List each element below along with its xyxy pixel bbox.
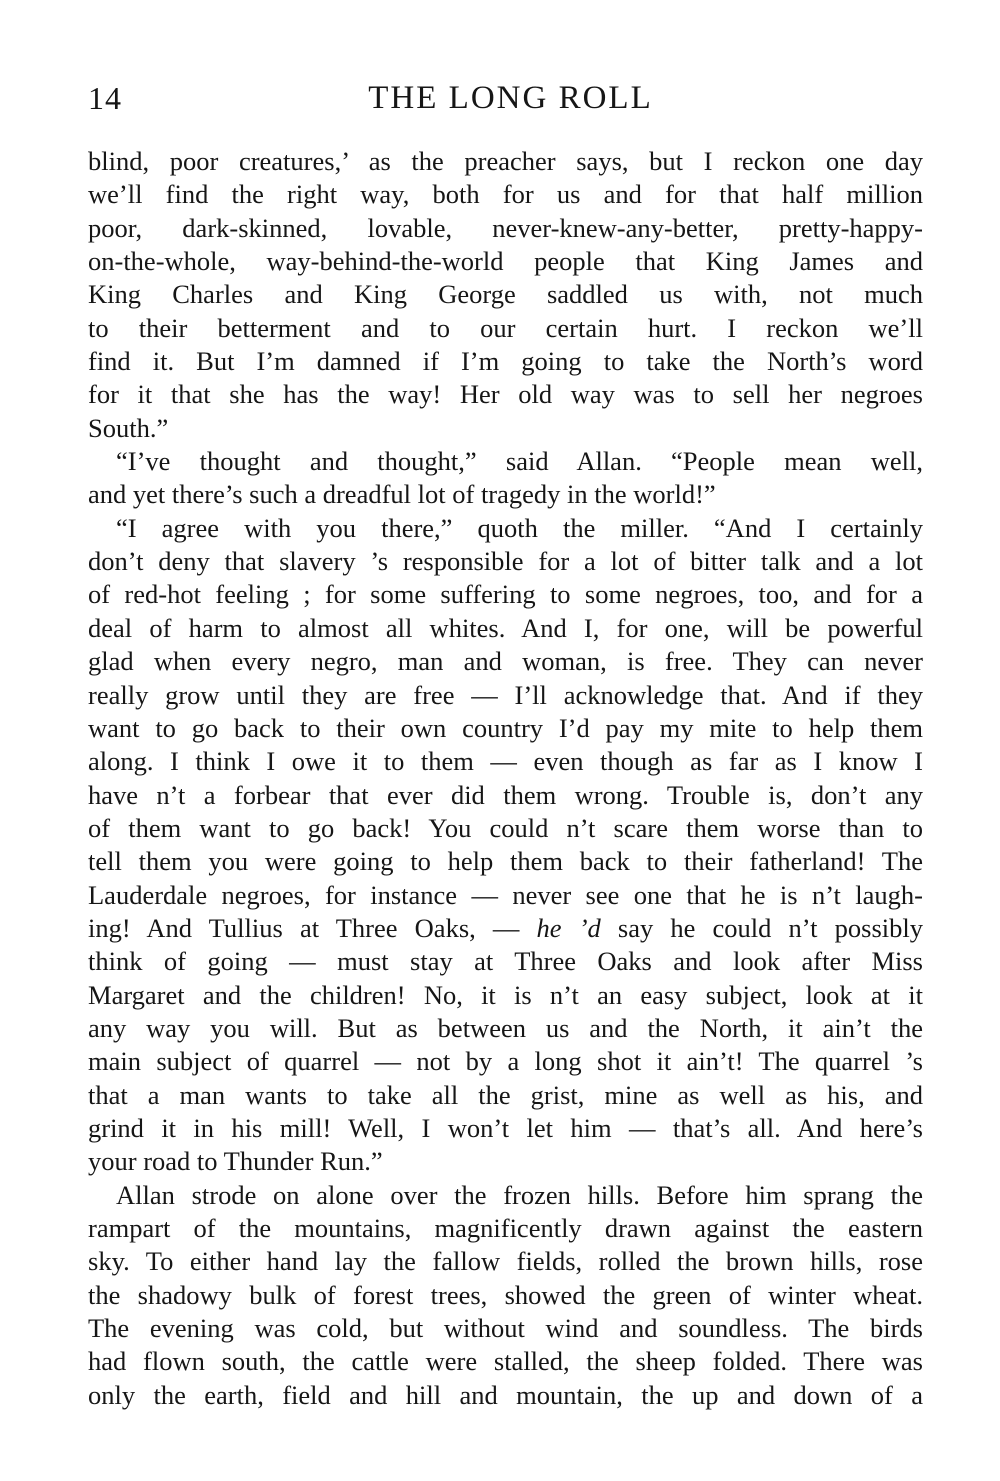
text-line: “I agree with you there,” quoth the miller. “And I certainly xyxy=(116,512,923,543)
text-line: we’ll find the right way, both for us and for that half million xyxy=(88,179,923,210)
text-line: don’t deny that slavery ’s responsible for a lot of bitter talk and a lot xyxy=(88,546,923,577)
text-line: main subject of quarrel — not by a long shot it ain’t! The quarrel ’s xyxy=(88,1046,923,1077)
text-line: to their betterment and to our certain hurt. I reckon we’ll xyxy=(88,312,923,343)
italic-text: he ’d xyxy=(536,912,601,943)
text-line: King Charles and King George saddled us with, not much xyxy=(88,279,923,310)
text-line: only the earth, field and hill and mountain, the up and down of a xyxy=(88,1379,923,1410)
paragraph-2 xyxy=(88,445,923,512)
text-line: glad when every negro, man and woman, is free. They can never xyxy=(88,646,923,677)
text-line: The evening was cold, but without wind and soundless. The birds xyxy=(88,1313,923,1344)
text-line: poor, dark-skinned, lovable, never-knew-any-better, pretty-happy- xyxy=(88,212,923,243)
text-line: South.” xyxy=(88,412,169,443)
text-line: blind, poor creatures,’ as the preacher says, but I reckon one day xyxy=(88,146,923,176)
text-line: think of going — must stay at Three Oaks and look after Miss xyxy=(88,946,923,977)
paragraph-3 xyxy=(88,512,923,1179)
text-line: “I’ve thought and thought,” said Allan. “People mean well, xyxy=(116,446,923,477)
text-line: that a man wants to take all the grist, mine as well as his, and xyxy=(88,1079,923,1110)
text-line: rampart of the mountains, magnificently drawn against the eastern xyxy=(88,1213,923,1243)
text-line: sky. To either hand lay the fallow fields, rolled the brown hills, rose xyxy=(88,1246,923,1277)
text-line: your road to Thunder Run.” xyxy=(88,1146,383,1177)
text-line: and yet there’s such a dreadful lot of tragedy in the world!” xyxy=(88,479,716,510)
paragraph-1 xyxy=(88,145,923,445)
text-fragment: say he could n’t possibly xyxy=(600,912,923,943)
text-line: of red-hot feeling ; for some suffering to some negroes, too, and for a xyxy=(88,579,923,610)
text-line-with-italic xyxy=(88,912,923,945)
text-line: the shadowy bulk of forest trees, showed the green of winter wheat. xyxy=(88,1279,923,1310)
text-line: of them want to go back! You could n’t scare them worse than to xyxy=(88,812,923,843)
text-line: along. I think I owe it to them — even though as far as I know I xyxy=(88,746,923,777)
page-number: 14 xyxy=(88,80,122,116)
text-line: find it. But I’m damned if I’m going to take the North’s word xyxy=(88,346,923,377)
text-fragment: ing! And Tullius at Three Oaks, — xyxy=(88,912,537,943)
text-line: deal of harm to almost all whites. And I, for one, will be powerful xyxy=(88,612,923,643)
paragraph-4 xyxy=(88,1179,923,1412)
text-line: Margaret and the children! No, it is n’t an easy subject, look at it xyxy=(88,979,923,1010)
running-title: THE LONG ROLL xyxy=(368,80,653,116)
text-line: want to go back to their own country I’d pay my mite to help them xyxy=(88,712,923,743)
body-text xyxy=(88,145,923,1412)
text-line: tell them you were going to help them back to their fatherland! The xyxy=(88,846,923,877)
text-line: have n’t a forbear that ever did them wrong. Trouble is, don’t any xyxy=(88,779,923,810)
text-line: had flown south, the cattle were stalled, the sheep folded. There was xyxy=(88,1346,923,1377)
text-line: Allan strode on alone over the frozen hills. Before him sprang the xyxy=(116,1179,923,1210)
text-line: for it that she has the way! Her old way was to sell her negroes xyxy=(88,379,923,410)
running-head xyxy=(88,76,923,120)
text-line: grind it in his mill! Well, I won’t let him — that’s all. And here’s xyxy=(88,1112,923,1143)
text-line: really grow until they are free — I’ll acknowledge that. And if they xyxy=(88,679,923,710)
text-line: Lauderdale negroes, for instance — never see one that he is n’t laugh- xyxy=(88,879,923,910)
text-line: any way you will. But as between us and the North, it ain’t the xyxy=(88,1012,923,1043)
text-line: on-the-whole, way-behind-the-world people that King James and xyxy=(88,246,923,277)
